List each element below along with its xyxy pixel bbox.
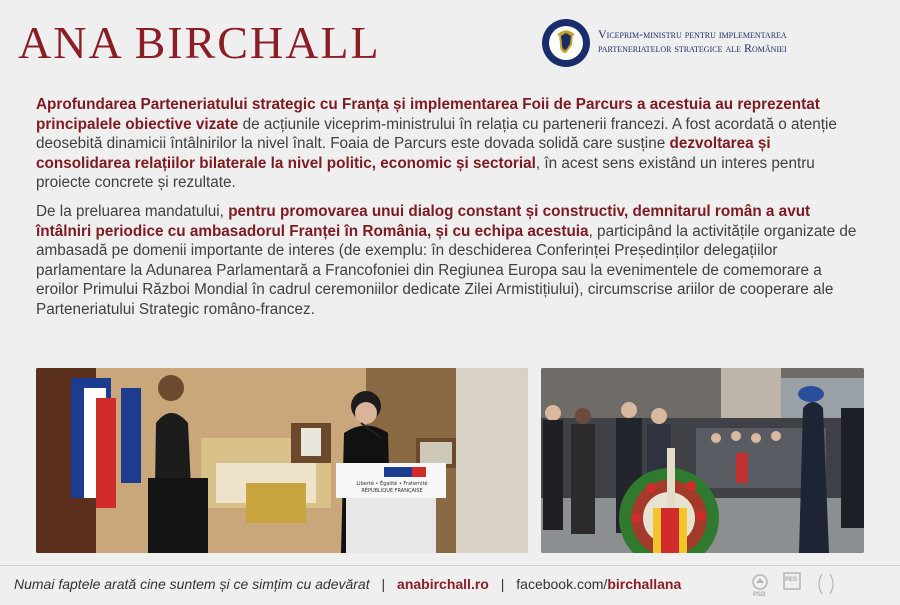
facebook-base: facebook.com/ [516,576,608,592]
paragraph-1 [36,95,868,193]
website-link[interactable]: anabirchall.ro [397,576,489,592]
podium-motto: Liberté • Égalité • Fraternité [356,481,428,487]
footer-tagline [14,576,681,592]
photo-embassy-speech [36,368,528,553]
pes-logo-text: PES [785,577,798,583]
separator: | [500,576,505,592]
body-text: de acțiunile viceprim-ministrului în relația cu partenerii francezi. A fost acordată o atenție deosebită dinamicii întâlnirilor la nivel înalt. Foaia de Parcurs este dovada solidă care susține [36,115,837,153]
party-logos [750,570,890,600]
motto: Numai faptele arată cine suntem și ce simțim cu adevărat [14,576,370,592]
body-text: De la preluarea mandatului, [36,202,229,220]
paragraph-2 [36,202,868,320]
podium-republic: RÉPUBLIQUE FRANÇAISE [361,488,423,494]
separator: | [381,576,386,592]
photo-armistice-ceremony [541,368,864,553]
psd-logo-text: PSD [753,592,766,598]
highlight-text: Aprofundarea Parteneriatului strategic cu Franța și implementarea Foii de Parcurs a acestuia au reprezentat principalele obiective vizate [36,96,820,133]
ceremony-scene [541,368,864,553]
highlight-text: pentru promovarea unui dialog constant și constructiv, demnitarul român a avut întâlniri periodice cu ambasadorul Franței în România, și cu echipa acestuia [36,202,811,240]
office-line2: parteneriatelor strategice ale României [598,41,787,55]
office-line1: Viceprim-ministru pentru implementarea [598,27,787,41]
brand-title: ANA BIRCHALL [18,17,381,68]
office-title [598,27,888,55]
embassy-scene [36,368,528,553]
romanian-government-emblem [541,18,591,68]
highlight-text: dezvoltarea și consolidarea relațiilor bilaterale la nivel politic, economic și sectorial [36,135,771,172]
facebook-link[interactable] [516,576,681,592]
facebook-handle: birchallana [607,576,682,592]
body-text: , în acest sens existând un interes pentru proiecte concrete și rezultate. [36,154,815,192]
footer [0,565,900,601]
body-text: , participând la activitățile organizate de ambasadă pe domenii importante de interes (de exemplu: în deschiderea Conferinței Președinților delegațiilor parlamentare la Adunarea Parlamentară a Francofoniei din Regiunea Europa sau la evenimentele de comemorare a eroilor Primului Război Mondial în cadrul ceremoniilor dedicate Zilei Armistițiului), circumscrise ariilor de cooperare ale Parteneriatului Strategic româno-francez. [36,222,857,318]
party-logo-icons [750,570,890,600]
article-body [36,95,868,329]
